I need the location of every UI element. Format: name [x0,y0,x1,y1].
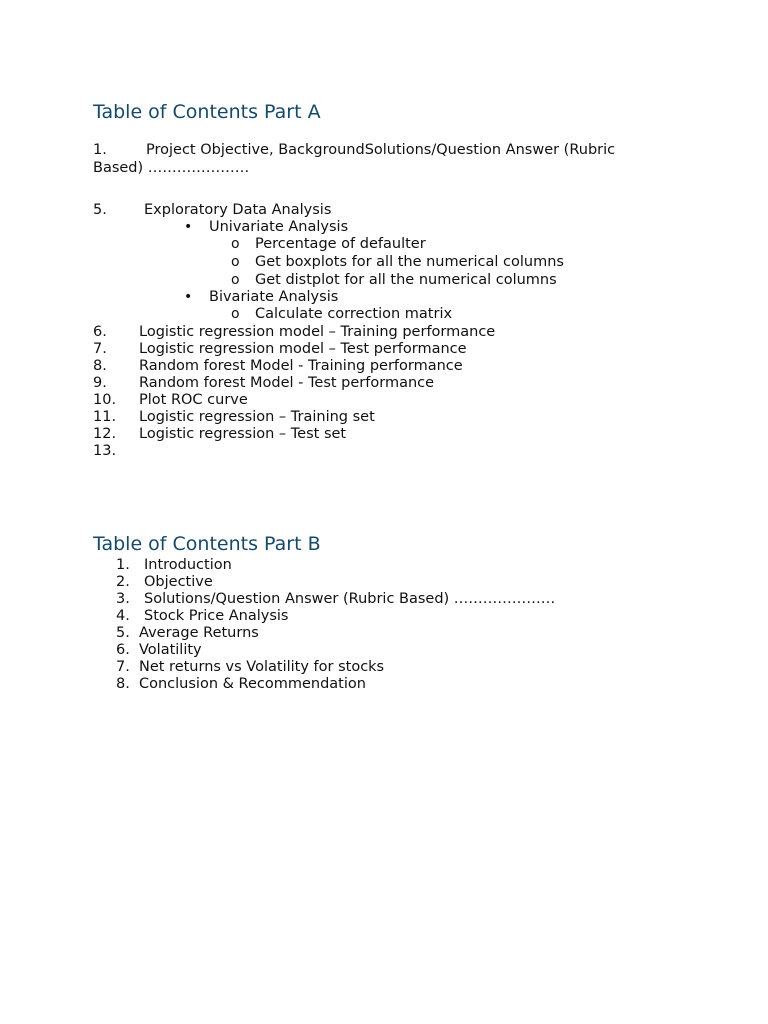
item-number: 10. [93,392,117,408]
toc-a-item-13 [93,443,116,460]
item-text: Stock Price Analysis [144,608,289,624]
item-text: Logistic regression model – Test performance [139,341,467,357]
item-number: 1. [116,557,130,573]
sub-bullet-icon: o [231,306,240,322]
item-text: Solutions/Question Answer (Rubric Based) ………………… [144,591,556,607]
sub-bullet-icon: o [231,236,240,252]
item-number: 2. [116,574,130,590]
item-number: 8. [116,676,130,692]
item-number: 5. [93,202,107,218]
toc-b-item-2 [116,574,213,591]
item-text: Volatility [139,642,202,658]
item-number: 1. [93,142,107,158]
item-text: Conclusion & Recommendation [139,676,366,692]
item-number: 6. [116,642,130,658]
item-text: Logistic regression model – Training performance [139,324,496,340]
item-text: Average Returns [139,625,259,641]
item-number: 9. [93,375,107,391]
toc-a-item-1-continuation: Based) ………………… [93,160,250,176]
toc-a-item-10 [93,392,248,409]
toc-b-item-8 [116,676,366,693]
item-text: Plot ROC curve [139,392,248,408]
item-text: Random forest Model - Training performance [139,358,463,374]
item-number: 7. [93,341,107,357]
toc-a-item-12 [93,426,347,443]
item-text: Bivariate Analysis [209,289,339,305]
toc-a-item-8 [93,358,463,375]
item-number: 12. [93,426,117,442]
sub-bullet-icon: o [231,254,240,270]
item-number: 4. [116,608,130,624]
toc-a-item-5 [93,202,332,219]
item-text: Net returns vs Volatility for stocks [139,659,385,675]
item-text: Logistic regression – Training set [139,409,375,425]
toc-a-item-1 [93,142,616,159]
bullet-icon: • [184,219,193,235]
bullet-icon: • [184,289,193,305]
item-text: Objective [144,574,213,590]
item-text: Exploratory Data Analysis [144,202,332,218]
item-text: Project Objective, BackgroundSolutions/Question Answer (Rubric [146,142,616,158]
toc-a-item-11 [93,409,375,426]
sub-bullet-icon: o [231,272,240,288]
toc-b-item-4 [116,608,289,625]
item-number: 11. [93,409,117,425]
item-number: 3. [116,591,130,607]
item-number: 8. [93,358,107,374]
part-a-heading: Table of Contents Part A [93,101,321,123]
item-text: Calculate correction matrix [255,306,453,322]
toc-b-item-1 [116,557,232,574]
toc-a-item-9 [93,375,435,392]
item-number: 6. [93,324,107,340]
item-text: Percentage of defaulter [255,236,426,252]
item-text: Random forest Model - Test performance [139,375,435,391]
part-b-heading: Table of Contents Part B [93,533,321,555]
item-number: 7. [116,659,130,675]
toc-b-item-7 [116,659,385,676]
item-text: Introduction [144,557,232,573]
item-number: 5. [116,625,130,641]
toc-a-item-7 [93,341,467,358]
item-text: Univariate Analysis [209,219,349,235]
toc-a-item-6 [93,324,496,341]
item-number: 13. [93,443,117,459]
toc-b-item-6 [116,642,202,659]
toc-b-item-3 [116,591,556,608]
item-text: Get distplot for all the numerical columns [255,272,557,288]
item-text: Logistic regression – Test set [139,426,347,442]
item-text: Get boxplots for all the numerical columns [255,254,564,270]
toc-b-item-5 [116,625,259,642]
